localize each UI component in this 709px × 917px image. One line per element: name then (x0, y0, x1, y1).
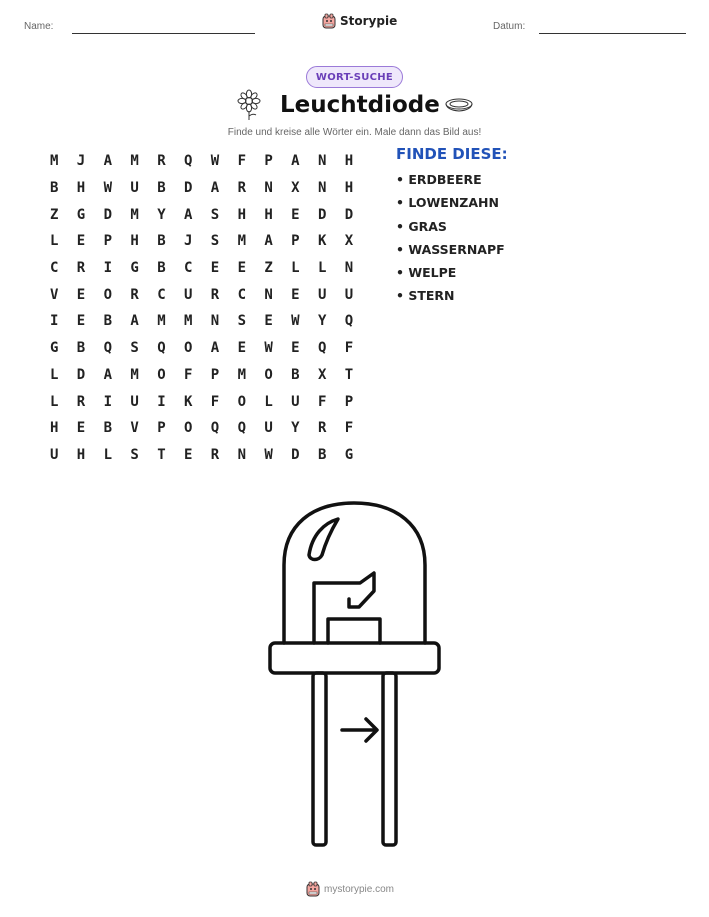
grid-letter[interactable]: M (237, 366, 247, 383)
grid-letter[interactable]: S (237, 313, 247, 330)
name-label: Name: (24, 21, 54, 32)
grid-letter[interactable]: N (237, 446, 247, 463)
grid-letter[interactable]: G (50, 340, 59, 357)
grid-letter[interactable]: W (264, 340, 273, 357)
grid-letter[interactable]: H (50, 420, 59, 437)
grid-letter[interactable]: O (157, 366, 166, 383)
grid-row (50, 281, 372, 308)
grid-letter[interactable]: B (50, 180, 59, 197)
grid-letter[interactable]: I (103, 393, 113, 410)
grid-letter[interactable]: P (264, 153, 273, 170)
grid-letter[interactable]: E (210, 260, 220, 277)
grid-letter[interactable]: U (291, 393, 300, 410)
grid-letter[interactable]: O (237, 393, 247, 410)
grid-letter[interactable]: M (157, 313, 166, 330)
grid-row (50, 335, 372, 362)
grid-letter[interactable]: E (183, 446, 193, 463)
grid-letter[interactable]: N (344, 260, 354, 277)
grid-letter[interactable]: R (317, 420, 327, 437)
grid-letter[interactable]: C (237, 286, 247, 303)
grid-letter[interactable]: B (157, 180, 166, 197)
grid-letter[interactable]: F (237, 153, 247, 170)
grid-letter[interactable]: W (291, 313, 300, 330)
grid-row (50, 415, 372, 442)
storypie-logo-icon (306, 881, 320, 897)
grid-letter[interactable]: N (264, 286, 273, 303)
grid-letter[interactable]: H (344, 180, 354, 197)
grid-letter[interactable]: W (210, 153, 220, 170)
grid-letter[interactable]: S (130, 446, 139, 463)
grid-letter[interactable]: D (344, 206, 354, 223)
grid-letter[interactable]: A (264, 233, 273, 250)
grid-letter[interactable]: G (76, 206, 86, 223)
grid-letter[interactable]: C (183, 260, 193, 277)
grid-letter[interactable]: D (76, 366, 86, 383)
date-line[interactable] (539, 33, 686, 34)
grid-row (50, 442, 372, 469)
grid-letter[interactable]: P (210, 366, 220, 383)
grid-letter[interactable]: D (103, 206, 113, 223)
grid-letter[interactable]: A (210, 180, 220, 197)
grid-letter[interactable]: P (344, 393, 354, 410)
grid-letter[interactable]: C (157, 286, 166, 303)
word-search-grid (50, 148, 372, 468)
grid-letter[interactable]: U (130, 180, 139, 197)
grid-letter[interactable]: M (130, 153, 139, 170)
grid-letter[interactable]: B (291, 366, 300, 383)
grid-letter[interactable]: J (183, 233, 193, 250)
grid-letter[interactable]: Y (317, 313, 327, 330)
grid-letter[interactable]: F (344, 340, 354, 357)
grid-letter[interactable]: E (76, 233, 86, 250)
grid-letter[interactable]: L (103, 446, 113, 463)
grid-letter[interactable]: Z (50, 206, 59, 223)
grid-letter[interactable]: O (183, 420, 193, 437)
grid-letter[interactable]: P (291, 233, 300, 250)
grid-letter[interactable]: P (103, 233, 113, 250)
grid-letter[interactable]: Y (291, 420, 300, 437)
word-list-item: • WASSERNAPF (396, 241, 505, 257)
grid-letter[interactable]: H (130, 233, 139, 250)
grid-row (50, 148, 372, 175)
grid-letter[interactable]: E (291, 340, 300, 357)
grid-letter[interactable]: F (344, 420, 354, 437)
grid-letter[interactable]: U (344, 286, 354, 303)
page-title: Leuchtdiode (280, 92, 440, 118)
flower-icon (236, 89, 262, 121)
grid-letter[interactable]: Q (317, 340, 327, 357)
grid-letter[interactable]: Z (264, 260, 273, 277)
grid-letter[interactable]: U (50, 446, 59, 463)
grid-letter[interactable]: X (317, 366, 327, 383)
grid-letter[interactable]: I (157, 393, 166, 410)
grid-letter[interactable]: L (50, 393, 59, 410)
grid-row (50, 388, 372, 415)
grid-letter[interactable]: B (103, 420, 113, 437)
word-list (396, 172, 505, 312)
grid-letter[interactable]: E (76, 420, 86, 437)
brand (322, 13, 397, 29)
grid-letter[interactable]: X (344, 233, 354, 250)
grid-letter[interactable]: O (183, 340, 193, 357)
grid-letter[interactable]: A (183, 206, 193, 223)
grid-letter[interactable]: A (103, 153, 113, 170)
grid-letter[interactable]: Q (237, 420, 247, 437)
grid-letter[interactable]: Q (157, 340, 166, 357)
grid-row (50, 228, 372, 255)
grid-letter[interactable]: A (210, 340, 220, 357)
instructions: Finde und kreise alle Wörter ein. Male dann das Bild aus! (227, 127, 482, 138)
grid-letter[interactable]: N (317, 180, 327, 197)
grid-letter[interactable]: O (103, 286, 113, 303)
grid-letter[interactable]: G (344, 446, 354, 463)
grid-letter[interactable]: U (183, 286, 193, 303)
grid-letter[interactable]: R (130, 286, 139, 303)
grid-row (50, 201, 372, 228)
grid-letter[interactable]: S (130, 340, 139, 357)
date-label: Datum: (493, 21, 526, 32)
grid-letter[interactable]: N (317, 153, 327, 170)
grid-letter[interactable]: Q (344, 313, 354, 330)
grid-letter[interactable]: R (210, 446, 220, 463)
grid-letter[interactable]: J (76, 153, 86, 170)
grid-letter[interactable]: F (210, 393, 220, 410)
grid-letter[interactable]: F (183, 366, 193, 383)
grid-letter[interactable]: W (103, 180, 113, 197)
grid-letter[interactable]: O (264, 366, 273, 383)
word-list-item: • LOWENZAHN (396, 195, 499, 211)
grid-letter[interactable]: I (50, 313, 59, 330)
grid-letter[interactable]: A (103, 366, 113, 383)
grid-letter[interactable]: E (291, 286, 300, 303)
grid-letter[interactable]: X (291, 180, 300, 197)
grid-row (50, 362, 372, 389)
word-list-item: • STERN (396, 288, 455, 304)
grid-letter[interactable]: Q (103, 340, 113, 357)
grid-letter[interactable]: T (157, 446, 166, 463)
grid-letter[interactable]: M (130, 206, 139, 223)
grid-row (50, 175, 372, 202)
grid-letter[interactable]: Q (183, 153, 193, 170)
grid-letter[interactable]: C (50, 260, 59, 277)
grid-letter[interactable]: E (237, 260, 247, 277)
grid-letter[interactable]: M (237, 233, 247, 250)
grid-letter[interactable]: Y (157, 206, 166, 223)
grid-letter[interactable]: S (210, 206, 220, 223)
grid-letter[interactable]: A (291, 153, 300, 170)
grid-letter[interactable]: U (264, 420, 273, 437)
grid-letter[interactable]: R (157, 153, 166, 170)
grid-letter[interactable]: L (264, 393, 273, 410)
grid-letter[interactable]: H (237, 206, 247, 223)
grid-letter[interactable]: K (317, 233, 327, 250)
grid-row (50, 308, 372, 335)
grid-letter[interactable]: B (157, 260, 166, 277)
grid-letter[interactable]: L (291, 260, 300, 277)
grid-letter[interactable]: G (130, 260, 139, 277)
word-list-item: • GRAS (396, 218, 447, 234)
grid-letter[interactable]: R (210, 286, 220, 303)
grid-letter[interactable]: M (130, 366, 139, 383)
grid-letter[interactable]: L (50, 366, 59, 383)
grid-letter[interactable]: N (210, 313, 220, 330)
grid-letter[interactable]: H (76, 180, 86, 197)
bowl-icon (444, 96, 474, 114)
footer (306, 881, 394, 897)
grid-row (50, 255, 372, 282)
word-list-title: FINDE DIESE: (396, 145, 508, 163)
word-list-item: • WELPE (396, 265, 457, 281)
grid-letter[interactable]: B (157, 233, 166, 250)
footer-url[interactable]: mystorypie.com (324, 883, 395, 895)
grid-letter[interactable]: H (344, 153, 354, 170)
word-list-item: • ERDBEERE (396, 172, 482, 187)
grid-letter[interactable]: D (183, 180, 193, 197)
grid-letter[interactable]: E (76, 286, 86, 303)
grid-letter[interactable]: D (317, 206, 327, 223)
grid-letter[interactable]: K (183, 393, 193, 410)
grid-letter[interactable]: N (264, 180, 273, 197)
grid-letter[interactable]: M (183, 313, 193, 330)
grid-letter[interactable]: R (76, 260, 86, 277)
brand-name: Storypie (340, 14, 398, 28)
grid-letter[interactable]: L (50, 233, 59, 250)
grid-letter[interactable]: B (103, 313, 113, 330)
grid-letter[interactable]: E (76, 313, 86, 330)
storypie-logo-icon (322, 13, 336, 29)
grid-letter[interactable]: B (317, 446, 327, 463)
grid-letter[interactable]: D (291, 446, 300, 463)
grid-letter[interactable]: M (50, 153, 59, 170)
grid-letter[interactable]: U (130, 393, 139, 410)
grid-letter[interactable]: T (344, 366, 354, 383)
grid-letter[interactable]: B (76, 340, 86, 357)
name-line[interactable] (72, 33, 255, 34)
grid-letter[interactable]: E (264, 313, 273, 330)
grid-letter[interactable]: I (103, 260, 113, 277)
grid-letter[interactable]: U (317, 286, 327, 303)
grid-letter[interactable]: H (264, 206, 273, 223)
grid-letter[interactable]: R (76, 393, 86, 410)
grid-letter[interactable]: P (157, 420, 166, 437)
grid-letter[interactable]: E (291, 206, 300, 223)
grid-letter[interactable]: V (50, 286, 59, 303)
word-search-badge: WORT-SUCHE (306, 66, 403, 88)
grid-letter[interactable]: S (210, 233, 220, 250)
grid-letter[interactable]: H (76, 446, 86, 463)
grid-letter[interactable]: A (130, 313, 139, 330)
led-illustration (262, 495, 447, 855)
grid-letter[interactable]: R (237, 180, 247, 197)
grid-letter[interactable]: E (237, 340, 247, 357)
grid-letter[interactable]: W (264, 446, 273, 463)
grid-letter[interactable]: Q (210, 420, 220, 437)
grid-letter[interactable]: L (317, 260, 327, 277)
grid-letter[interactable]: V (130, 420, 139, 437)
grid-letter[interactable]: F (317, 393, 327, 410)
